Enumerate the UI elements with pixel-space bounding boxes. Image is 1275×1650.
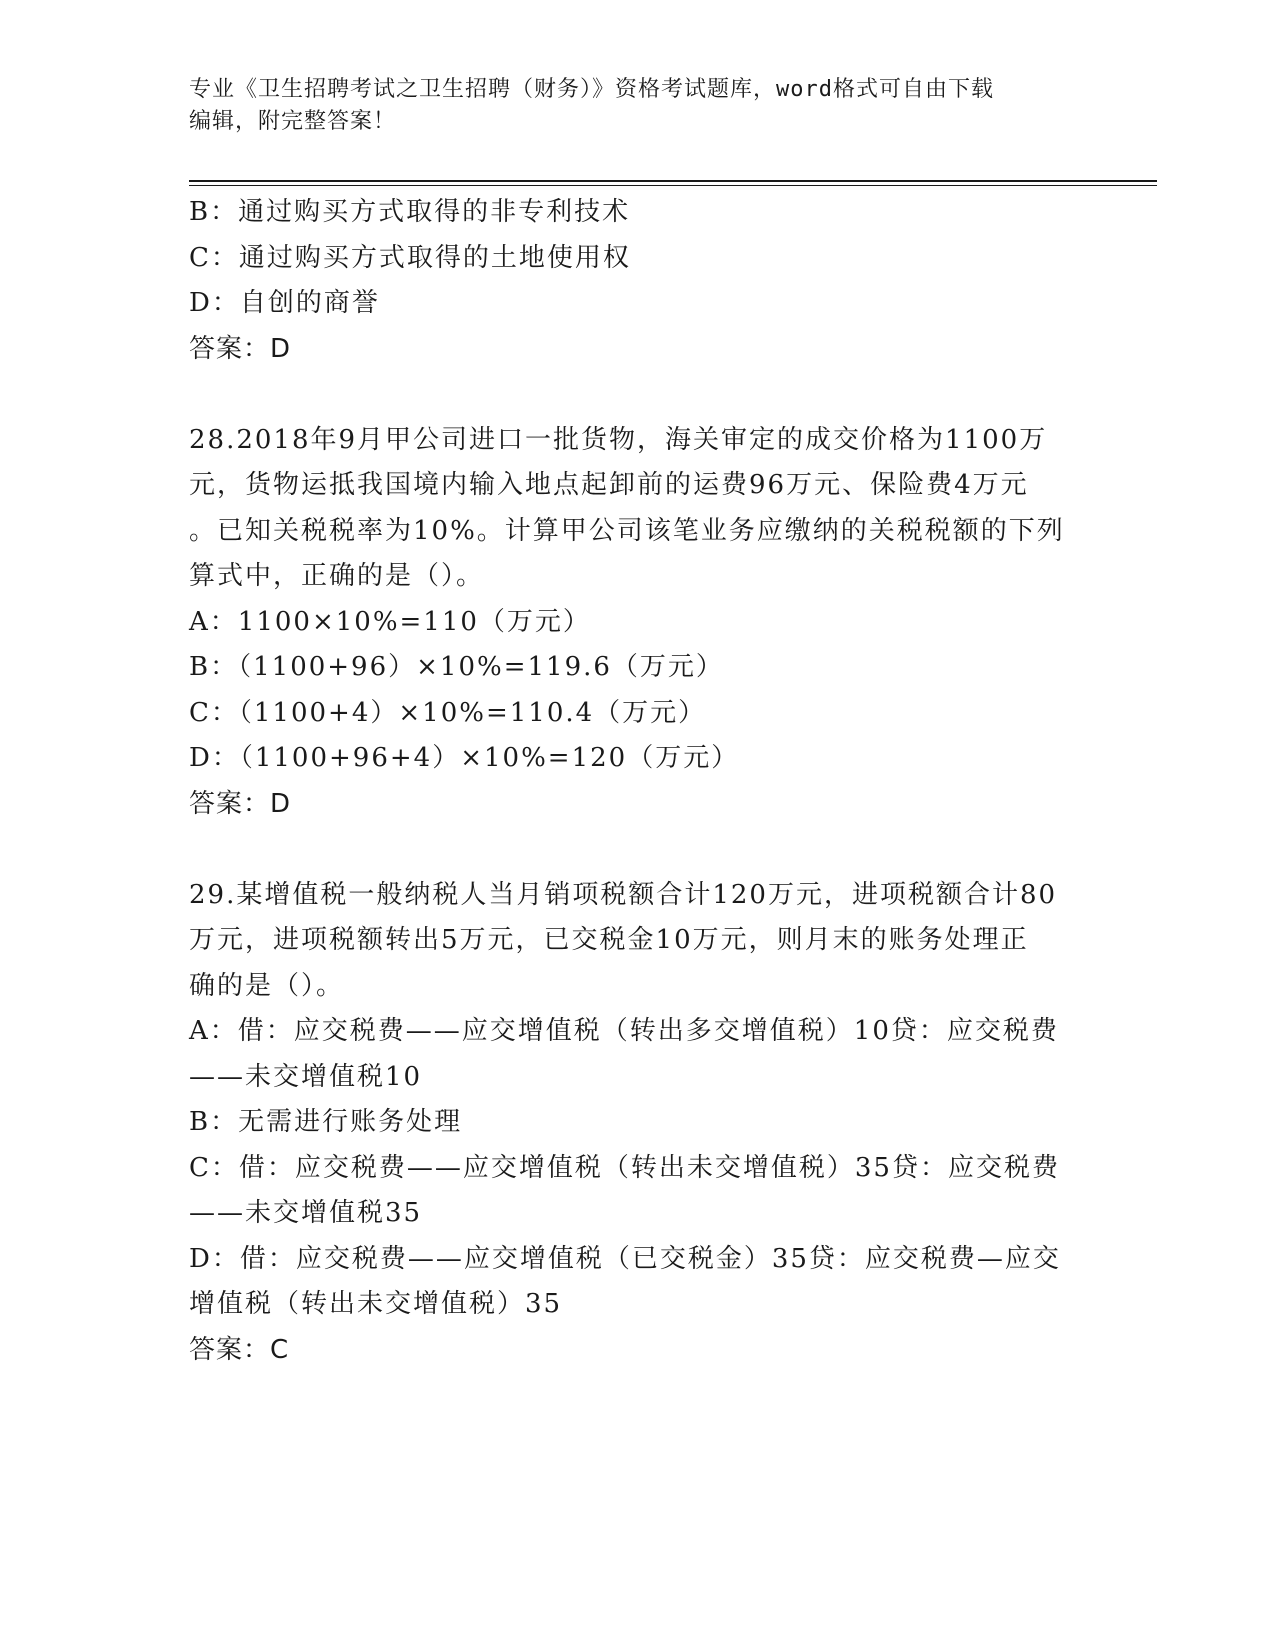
option-c: C：通过购买方式取得的土地使用权 <box>189 242 631 273</box>
option-a: A：借：应交税费——应交增值税（转出多交增值税）10贷：应交税费 <box>189 1016 1059 1046</box>
question-27-options <box>189 190 1089 372</box>
header-line: 专业《卫生招聘考试之卫生招聘（财务）》资格考试题库，word格式可自由下载 <box>189 77 994 102</box>
option-d: D：自创的商誉 <box>189 288 380 318</box>
option-b: B：无需进行账务处理 <box>189 1107 463 1137</box>
question-stem-line: 29.某增值税一般纳税人当月销项税额合计120万元，进项税额合计80 <box>189 879 1058 910</box>
spacer <box>189 372 1089 418</box>
option-d: D：借：应交税费——应交增值税（已交税金）35贷：应交税费—应交 <box>189 1243 1061 1274</box>
answer-label: 答案：D <box>189 788 292 819</box>
option-a-continued: ——未交增值税10 <box>189 1061 423 1092</box>
header-rule-thick <box>189 180 1157 182</box>
option-d-continued: 增值税（转出未交增值税）35 <box>189 1289 563 1319</box>
answer-label: 答案：D <box>189 333 292 364</box>
question-stem-line: 算式中，正确的是（）。 <box>189 561 485 591</box>
document-body <box>189 190 1089 1373</box>
option-d: D：（1100+96+4）×10%=120（万元） <box>189 743 740 773</box>
question-stem-line: 万元，进项税额转出5万元，已交税金10万元，则月末的账务处理正 <box>189 925 1029 955</box>
question-stem-line: 元，货物运抵我国境内输入地点起卸前的运费96万元、保险费4万元 <box>189 470 1029 500</box>
question-stem-line: 。已知关税税率为10%。计算甲公司该笔业务应缴纳的关税税额的下列 <box>189 515 1065 546</box>
question-28 <box>189 418 1089 828</box>
question-stem-line: 28.2018年9月甲公司进口一批货物，海关审定的成交价格为1100万 <box>189 424 1048 455</box>
answer-label: 答案：C <box>189 1334 290 1365</box>
spacer <box>189 827 1089 873</box>
option-a: A：1100×10%=110（万元） <box>189 606 591 637</box>
header-rule-thin <box>189 185 1157 186</box>
header-line: 编辑，附完整答案！ <box>189 109 397 134</box>
option-c: C：借：应交税费——应交增值税（转出未交增值税）35贷：应交税费 <box>189 1152 1060 1183</box>
page-header <box>189 74 1089 138</box>
option-b: B：（1100+96）×10%=119.6（万元） <box>189 652 724 682</box>
option-c-continued: ——未交增值税35 <box>189 1198 423 1228</box>
option-b: B：通过购买方式取得的非专利技术 <box>189 197 631 227</box>
question-stem-line: 确的是（）。 <box>189 970 345 1001</box>
option-c: C：（1100+4）×10%=110.4（万元） <box>189 697 707 728</box>
question-29 <box>189 873 1089 1374</box>
